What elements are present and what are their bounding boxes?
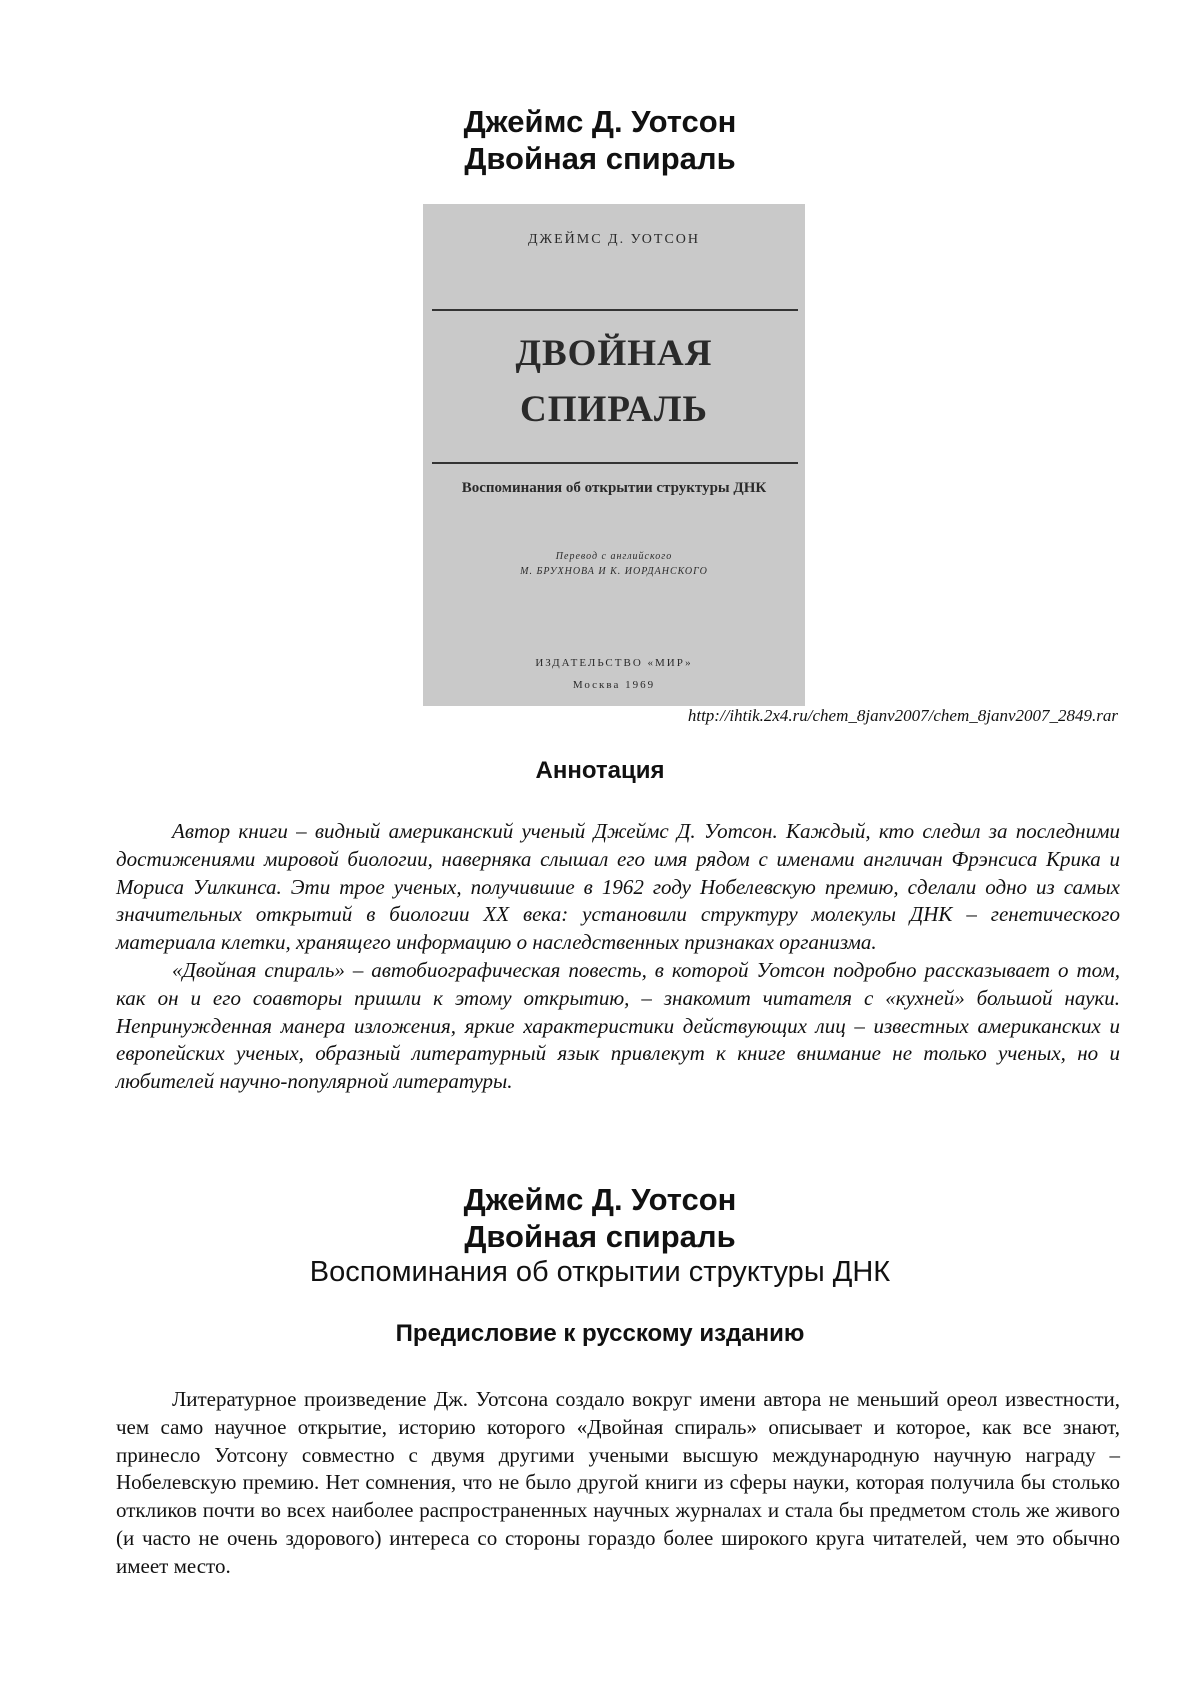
cover-publisher-name: ИЗДАТЕЛЬСТВО «МИР» [535,657,693,669]
cover-city-year: Москва 1969 [572,679,656,691]
header-author: Джеймс Д. Уотсон [463,104,737,139]
book-title: Двойная спираль [464,1219,736,1254]
source-link[interactable]: http://ihtik.2x4.ru/chem_8janv2007/chem_8janv2007_2849.rar [687,706,1118,725]
book-title-block [0,1181,1200,1255]
annotation-text [116,818,1120,1096]
cover-translation-line2: М. БРУХНОВА И К. ИОРДАНСКОГО [520,566,708,577]
book-author: Джеймс Д. Уотсон [463,1182,737,1217]
document-header [0,103,1200,177]
book-cover-image [423,204,805,706]
book-subtitle: Воспоминания об открытии структуры ДНК [309,1256,891,1288]
cover-translation-line1: Перевод с английского [555,551,673,562]
preface-heading: Предисловие к русскому изданию [395,1320,805,1347]
annotation-paragraph: «Двойная спираль» – автобиографическая повесть, в которой Уотсон подробно рассказывает о том, как он и его соавторы пришли к этому открытию, – знакомит читателя с «кухней» большой науки. Непринужденная манера изложения, яркие характеристики действующих лиц – известных американских и европейских ученых, образный литературный язык привлекут к книге внимание не только ученых, но и любителей научно-популярной литературы. [116,957,1120,1094]
header-title: Двойная спираль [464,141,736,176]
cover-translation [423,549,805,579]
annotation-heading: Аннотация [535,757,665,784]
cover-title-line1: ДВОЙНАЯ [515,333,713,374]
cover-title [423,326,805,438]
preface-paragraph: Литературное произведение Дж. Уотсона создало вокруг имени автора не меньший ореол известности, чем само научное открытие, историю которого «Двойная спираль» описывает и которое, как все знают, принесло Уотсону совместно с двумя другими учеными высшую международную научную награду – Нобелевскую премию. Нет сомнения, что не было другой книги из сферы науки, которая получила бы столько откликов почти во всех наиболее распространенных научных журналах и стала бы предметом столь же живого (и часто не очень здорового) интереса со стороны гораздо более широкого круга читателей, чем это обычно имеет место. [116,1387,1120,1578]
cover-title-line2: СПИРАЛЬ [520,389,708,430]
cover-rule-top [432,309,798,311]
cover-rule-bottom [432,462,798,464]
cover-subtitle: Воспоминания об открытии структуры ДНК [461,480,767,496]
annotation-paragraph: Автор книги – видный американский ученый Джеймс Д. Уотсон. Каждый, кто следил за последними достижениями мировой биологии, наверняка слышал его имя рядом с именами англичан Фрэнсиса Крика и Мориса Уилкинса. Эти трое ученых, получившие в 1962 году Нобелевскую премию, сделали одно из самых значительных открытий в биологии XX века: установили структуру молекулы ДНК – генетического материала клетки, хранящего информацию о наследственных признаках организма. [116,819,1120,955]
preface-text [116,1386,1120,1581]
cover-author: ДЖЕЙМС Д. УОТСОН [527,232,701,247]
cover-publisher [423,652,805,696]
